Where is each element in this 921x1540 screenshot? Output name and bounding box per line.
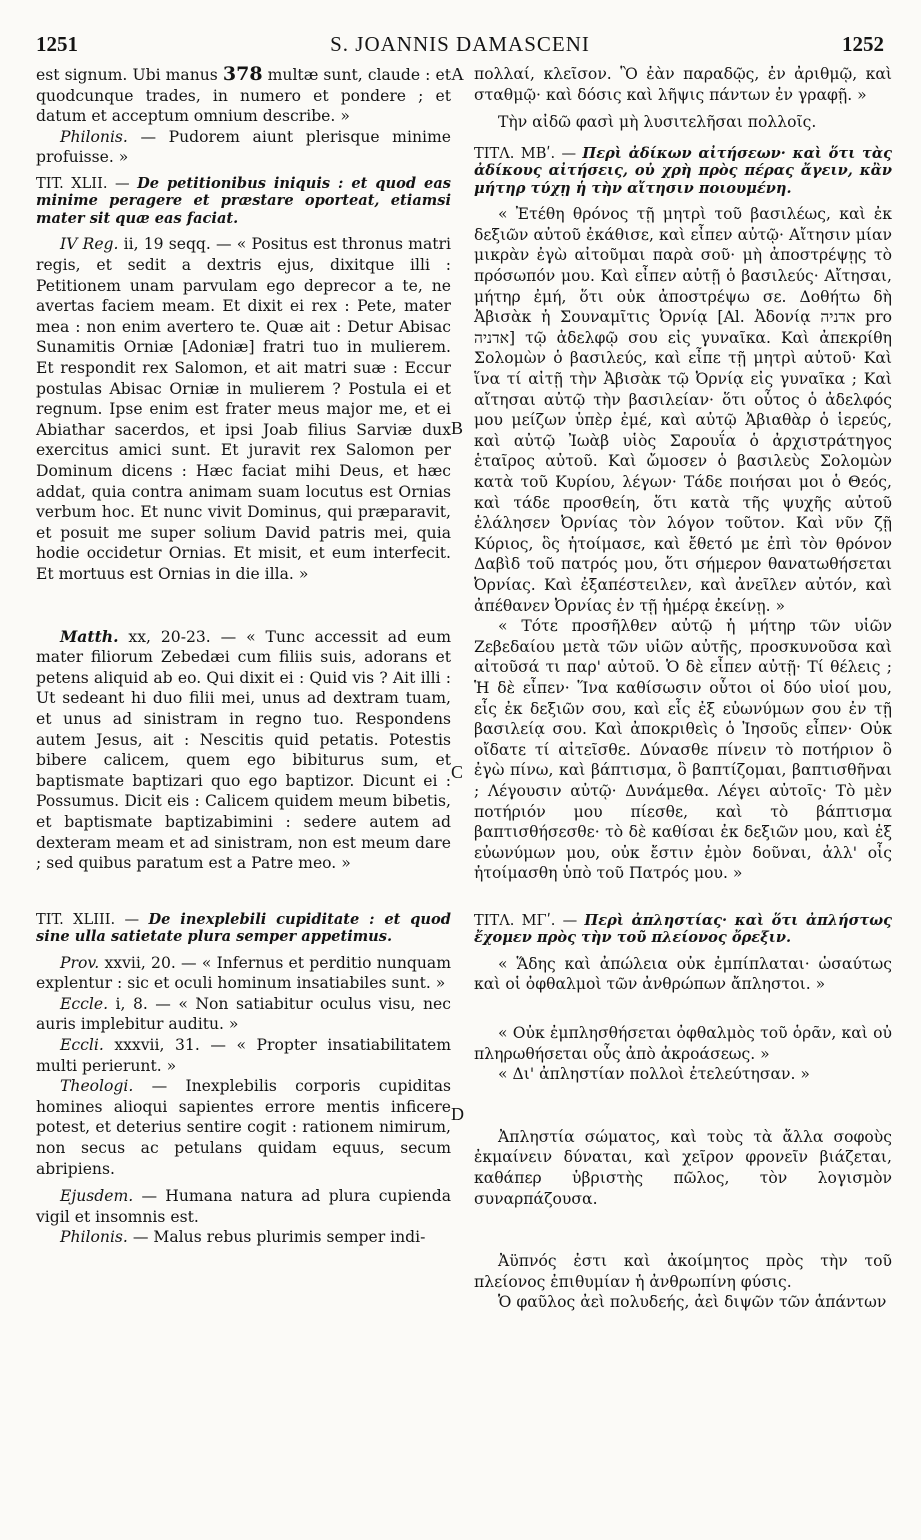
greek-para-5: « Ἅδης καὶ ἀπώλεια οὐκ ἐμπίπλαται· ὡσαύτως καὶ οἱ ὀφθαλμοὶ τῶν ἀνθρώπων ἄπληστοι. »	[474, 954, 892, 994]
greek-para-10: Ὁ φαῦλος ἀεὶ πολυδεής, ἀεὶ διψῶν τῶν ἁπάντων	[498, 1293, 887, 1312]
latin-para-1: est signum. Ubi manus 378 multæ sunt, claude : et quodcunque trades, in numero et pondere ; et datum et acceptum omnium describe. »	[36, 63, 451, 126]
latin-para-2: Philonis. — Pudorem aiunt plerisque minime profuisse. »	[36, 127, 451, 167]
latin-para-6: Eccle. i, 8. — « Non satiabitur oculus visu, nec auris implebitur auditu. »	[36, 994, 451, 1034]
greek-para-4: « Τότε προσῆλθεν αὐτῷ ἡ μήτηρ τῶν υἱῶν Ζεβεδαίου μετὰ τῶν υἱῶν αὐτῆς, προσκυνοῦσα καὶ αἰτοῦσά τι παρ' αὐτοῦ. Ὁ δὲ εἶπεν αὐτῇ· Τί θέλεις ; Ἡ δὲ εἶπεν· Ἵνα καθίσωσιν οὗτοι οἱ δύο υἱοί μου, εἷς ἐκ δεξιῶν σου, καὶ εἷς ἐξ εὐωνύμων σου ἐν τῇ βασιλείᾳ σου. Καὶ ἀποκριθεὶς ὁ Ἰησοῦς εἶπεν· Οὐκ οἴδατε τί αἰτεῖσθε. Δύνασθε πίνειν τὸ ποτήριον ὃ ἐγὼ πίνω, καὶ βάπτισμα, ὃ βαπτίζομαι, βαπτισθῆναι ; Λέγουσιν αὐτῷ· Δυνάμεθα. Λέγει αὐτοῖς· Τὸ μὲν ποτήριόν μου πίεσθε, καὶ τὸ βάπτισμα βαπτισθήσεσθε· τὸ δὲ καθίσαι ἐκ δεξιῶν μου, καὶ ἐξ εὐωνύμων μου, οὐκ ἔστιν ἐμὸν δοῦναι, ἀλλ' οἷς ἡτοίμασθη ὑπὸ τοῦ Πατρός μου. »	[474, 617, 892, 883]
margin-letter-d: D	[451, 1104, 464, 1124]
margin-letter-b: B	[451, 418, 464, 438]
latin-para-9: Ejusdem. — Humana natura ad plura cupienda vigil et insomnis est.	[36, 1187, 451, 1226]
margin-letter-a: A	[451, 64, 464, 84]
latin-title-43: TIT. XLIII. — De inexplebili cupiditate : et quod sine ulla satietate plura semper appetimus.	[36, 910, 451, 946]
page-number-left: 1251	[36, 32, 78, 56]
greek-para-8: Ἀπληστία σώματος, καὶ τοὺς τὰ ἄλλα σοφοὺς ἐκμαίνειν δύναται, καὶ χεῖρον φρονεῖν βιάζεται, καθάπερ ὑβριστὴς πῶλος, τὸν λογισμὸν συναρπάζουσα.	[474, 1127, 892, 1208]
latin-para-8: Theologi. — Inexplebilis corporis cupiditas homines alioqui sapientes errore mentis inficere potest, et deterius sentire cogit : rationem nimirum, non secus ac petulans quidam equus, secum abripiens.	[36, 1077, 451, 1178]
greek-title-42: ΤΙΤΛ. ΜΒʹ. — Περὶ ἀδίκων αἰτήσεων· καὶ ὅτι τὰς ἀδίκους αἰτήσεις, οὐ χρὴ πρὸς πέρας ἄγειν, κἂν μήτηρ τύχῃ ἡ τὴν αἴτησιν ποιουμένη.	[474, 144, 892, 197]
greek-para-3: « Ἐτέθη θρόνος τῇ μητρὶ τοῦ βασιλέως, καὶ ἐκ δεξιῶν αὐτοῦ ἐκάθισε, καὶ εἶπεν αὐτῷ· Αἴτησιν μίαν μικρὰν ἐγὼ αἰτοῦμαι παρὰ σοῦ· μὴ ἀποστρέψῃς τὸ πρόσωπόν μου. Καὶ εἶπεν αὐτῇ ὁ βασιλεύς· Αἴτησαι, μήτηρ ἐμή, ὅτι οὐκ ἀποστρέψω σε. Δοθήτω δὴ Ἀβισὰκ ἡ Σουναμῖτις Ὀρνίᾳ [Al. Ἀδονίᾳ אדניה pro אדניה] τῷ ἀδελφῷ σου εἰς γυναῖκα. Καὶ ἀπεκρίθη Σολομὼν ὁ βασιλεύς, καὶ εἶπε τῇ μητρὶ αὐτοῦ· Καὶ ἵνα τί αἰτῇ τὴν Ἀβισὰκ τῷ Ὀρνίᾳ εἰς γυναῖκα ; Καὶ αἴτησαι αὐτῷ τὴν βασιλείαν· ὅτι οὗτος ὁ ἀδελφός μου μείζων ὑπὲρ ἐμέ, καὶ αὐτῷ Ἀβιαθὰρ ὁ ἱερεύς, καὶ αὐτῷ Ἰωὰβ υἱὸς Σαρουΐα ὁ ἀρχιστράτηγος ἑταῖρος αὐτοῦ. Καὶ ὤμοσεν ὁ βασιλεὺς Σολομὼν κατὰ τοῦ Κυρίου, λέγων· Τάδε ποιήσαι μοι ὁ Θεός, καὶ τάδε προσθείη, ὅτι κατὰ τῆς ψυχῆς αὐτοῦ ἐλάλησεν Ὀρνίας τὸν λόγον τοῦτον. Καὶ νῦν ζῇ Κύριος, ὃς ἡτοίμασε, καὶ ἔθετό με ἐπὶ τὸν θρόνον Δαβὶδ τοῦ πατρός μου, ὅτι σήμερον θανατωθήσεται Ὀρνίας. Καὶ ἐξαπέστειλεν, καὶ ἀνεῖλεν αὐτόν, καὶ ἀπέθανεν Ὀρνίας ἐν τῇ ἡμέρᾳ ἐκείνῃ. »	[474, 205, 892, 615]
greek-para-7: « Δι' ἀπληστίαν πολλοὶ ἐτελεύτησαν. »	[498, 1065, 810, 1084]
running-title: S. JOANNIS DAMASCENI	[330, 32, 590, 56]
greek-title-43: ΤΙΤΛ. ΜΓʹ. — Περὶ ἀπληστίας· καὶ ὅτι ἀπλήστως ἔχομεν πρὸς τὴν τοῦ πλείονος ὄρεξιν.	[474, 911, 892, 947]
latin-para-3: IV Reg. ii, 19 seqq. — « Positus est thronus matri regis, et sedit a dextris ejus, dixitque illi : Petitionem unam parvulam ego deprecor a te, ne avertas faciem meam. Et dixit ei rex : Pete, mater mea : non enim avertero te. Quæ ait : Detur Abisac Sunamitis Orniæ [Adoniæ] fratri tuo in mulierem. Et respondit rex Salomon, et ait matri suæ : Eccur postulas Abisac Orniæ in mulierem ? Postula ei et regnum. Ipse enim est frater meus major me, et ei Abiathar sacerdos, et ipsi Joab filius Sarviæ dux exercitus amici sunt. Et juravit rex Salomon per Dominum dicens : Hæc faciat mihi Deus, et hæc addat, quia contra animam suam locutus est Ornias verbum hoc. Et nunc vivit Dominus, qui præparavit, et posuit me super solium David patris mei, quia hodie occidetur Ornias. Et misit, et eum interfecit. Et mortuus est Ornias in die illa. »	[36, 235, 451, 583]
latin-column	[36, 64, 451, 1248]
greek-column	[474, 64, 892, 1313]
latin-para-5: Prov. xxvii, 20. — « Infernus et perditio nunquam explentur : sic et oculi hominum insatiabiles sunt. »	[36, 953, 451, 993]
latin-para-10: Philonis. — Malus rebus plurimis semper indi-	[60, 1228, 426, 1247]
latin-para-7: Eccli. xxxvii, 31. — « Propter insatiabilitatem multi perierunt. »	[36, 1036, 451, 1075]
latin-para-4: Matth. xx, 20-23. — « Tunc accessit ad eum mater filiorum Zebedæi cum filiis suis, adorans et petens aliquid ab eo. Qui dixit ei : Quid vis ? Ait illi : Ut sedeant hi duo filii mei, unus ad dextram tuam, et unus ad sinistram in regno tuo. Respondens autem Jesus, ait : Nescitis quid petatis. Potestis bibere calicem, quem ego bibiturus sum, et baptismate baptizari quo ego baptizor. Dicunt ei : Possumus. Dicit eis : Calicem quidem meum bibetis, et baptismate baptizabimini : sedere autem ad dexteram meam et ad sinistram, non est meum dare ; sed quibus paratum est a Patre meo. »	[36, 626, 451, 873]
greek-para-2: Τὴν αἰδῶ φασὶ μὴ λυσιτελῆσαι πολλοῖς.	[498, 113, 817, 132]
latin-title-42: TIT. XLII. — De petitionibus iniquis : et quod eas minime peragere et præstare oporteat, etiamsi mater sit quæ eas faciat.	[36, 174, 451, 227]
margin-letter-c: C	[451, 762, 464, 782]
greek-para-6: « Οὐκ ἐμπλησθήσεται ὀφθαλμὸς τοῦ ὁρᾶν, καὶ οὐ πληρωθήσεται οὖς ἀπὸ ἀκροάσεως. »	[474, 1024, 892, 1063]
greek-para-1: πολλαί, κλεῖσον. Ὃ ἐὰν παραδῷς, ἐν ἀριθμῷ, καὶ σταθμῷ· καὶ δόσις καὶ λῆψις πάντων ἐν γραφῇ. »	[474, 65, 892, 104]
page-number-right: 1252	[842, 32, 884, 56]
greek-para-9: Ἀϋπνός ἐστι καὶ ἀκοίμητος πρὸς τὴν τοῦ πλείονος ἐπιθυμίαν ἡ ἀνθρωπίνη φύσις.	[474, 1252, 892, 1291]
page-header	[36, 32, 884, 62]
column-number: 378	[222, 63, 263, 85]
